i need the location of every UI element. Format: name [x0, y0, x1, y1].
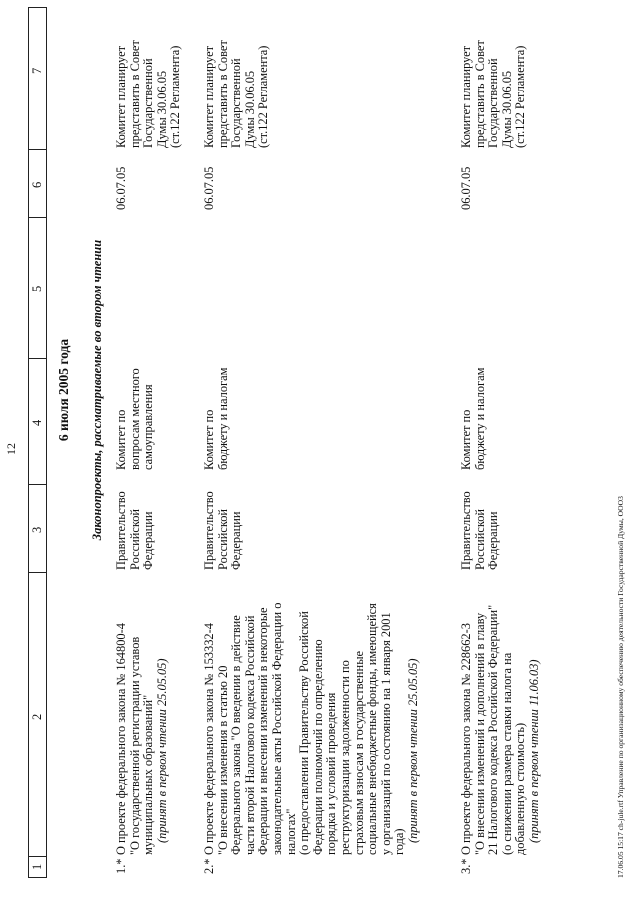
page-number: 12 — [4, 443, 18, 455]
row-number: 1.* — [114, 858, 128, 874]
header-col-3: 3 — [30, 526, 44, 533]
consideration-date: 06.07.05 — [459, 166, 473, 210]
header-divider — [28, 358, 47, 359]
header-col-7: 7 — [30, 67, 44, 74]
comment: Комитет планирует представить в Совет Государственной Думы 30.06.05 (ст.122 Регламента) — [459, 40, 528, 148]
header-divider — [28, 877, 47, 878]
first-reading-note: (принят в первом чтении 25.05.05) — [154, 658, 169, 843]
row-number: 2.* — [202, 858, 216, 874]
first-reading-note: (принят в первом чтении 25.05.05) — [405, 658, 420, 843]
bill-title: О проекте федерального закона № 153332-4 "О внесении изменения в статью 20 Федерального закона "О введении в действие части второй Налогового кодекса Российской Федерации и внесении изменений в некоторые законодательные акты Российской Федерации о налогах" (о предоставлении Правительству Российской Федерации полномочий по определению порядка и условий проведения реструктуризации задолженности по страховым взносам в государственные социальные внебюджетные фонды, имеющейся у организаций по состоянию на 1 января 2001 года) (принят в первом чтении 25.05.05) — [202, 602, 420, 855]
column-header-row — [28, 8, 47, 878]
first-reading-note: (принят в первом чтении 11.06.03) — [526, 659, 541, 843]
initiator: Правительство Российской Федерации — [114, 491, 156, 570]
consideration-date: 06.07.05 — [114, 166, 128, 210]
header-col-1: 1 — [30, 863, 44, 870]
initiator: Правительство Российской Федерации — [459, 491, 501, 570]
header-divider — [28, 484, 47, 485]
bill-title: О проекте федерального закона № 164800-4 "О государственной регистрации уставов муниципальных образований" (принят в первом чтении 25.05.05) — [114, 623, 169, 855]
section-heading: Законопроекты, рассматриваемые во втором чтении — [90, 239, 104, 541]
header-col-5: 5 — [30, 285, 44, 292]
header-col-6: 6 — [30, 181, 44, 188]
header-divider — [28, 572, 47, 573]
date-heading: 6 июля 2005 года — [56, 338, 71, 442]
comment: Комитет планирует представить в Совет Государственной Думы 30.06.05 (ст.122 Регламента) — [114, 40, 183, 148]
header-col-4: 4 — [30, 419, 44, 426]
header-divider — [28, 217, 47, 218]
responsible-committee: Комитет по вопросам местного самоуправления — [114, 368, 156, 470]
row-number: 3.* — [459, 858, 473, 874]
header-divider — [28, 856, 47, 857]
responsible-committee: Комитет по бюджету и налогам — [202, 367, 230, 470]
responsible-committee: Комитет по бюджету и налогам — [459, 367, 487, 470]
consideration-date: 06.07.05 — [202, 166, 216, 210]
comment: Комитет планирует представить в Совет Государственной Думы 30.06.05 (ст.122 Регламента) — [202, 40, 271, 148]
header-divider — [28, 7, 47, 8]
header-divider — [28, 149, 47, 150]
header-col-2: 2 — [30, 713, 44, 720]
initiator: Правительство Российской Федерации — [202, 491, 244, 570]
bill-title: О проекте федерального закона № 228662-3 "О внесении изменений и дополнений в главу 21 Налогового кодекса Российской Федерации" (о снижении размера ставки налога на добавленную стоимость) (принят в первом чтении 11.06.03) — [459, 604, 541, 855]
footer-text: 17.06.05 15:17 ch-jule.rtf Управление по организационному обеспечению деятельности Государственной Думы, ООО3 — [616, 496, 625, 878]
